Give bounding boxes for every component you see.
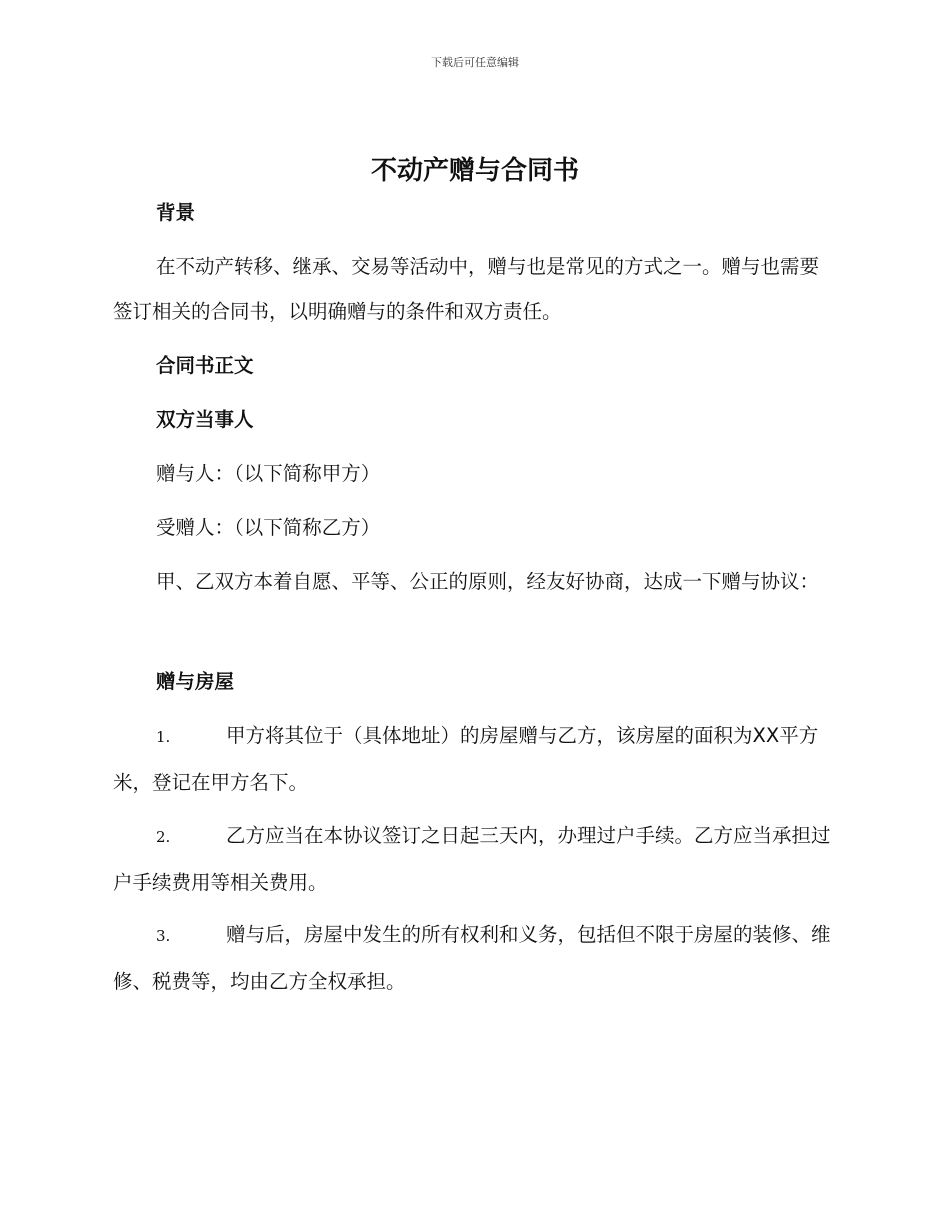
donee-line: 受赠人：（以下简称乙方） — [156, 516, 381, 539]
clause-item — [113, 813, 838, 905]
clause-item — [113, 912, 838, 1004]
agreement-paragraph: 甲、乙双方本着自愿、平等、公正的原则，经友好协商，达成一下赠与协议： — [156, 570, 820, 593]
clause-number: 3. — [156, 927, 171, 945]
clause-text: 甲方将其位于（具体地址）的房屋赠与乙方，该房屋的面积为XX平方米，登记在甲方名下。 — [113, 724, 819, 794]
clause-number: 2. — [156, 828, 171, 846]
clause-text: 乙方应当在本协议签订之日起三天内，办理过户手续。乙方应当承担过户手续费用等相关费用。 — [113, 824, 831, 894]
clause-item — [113, 713, 838, 805]
background-heading: 背景 — [156, 201, 196, 224]
contract-body-heading: 合同书正文 — [156, 354, 254, 377]
clause-number: 1. — [156, 728, 171, 746]
document-title: 不动产赠与合同书 — [370, 156, 579, 186]
gift-house-heading: 赠与房屋 — [156, 670, 235, 693]
donor-line: 赠与人：（以下简称甲方） — [156, 462, 381, 485]
page-header-note: 下载后可任意编辑 — [431, 56, 519, 69]
background-paragraph: 在不动产转移、继承、交易等活动中，赠与也是常见的方式之一。赠与也需要签订相关的合同书，以明确赠与的条件和双方责任。 — [113, 255, 820, 323]
clause-text: 赠与后，房屋中发生的所有权利和义务，包括但不限于房屋的装修、维修、税费等，均由乙方全权承担。 — [113, 923, 831, 993]
parties-heading: 双方当事人 — [156, 408, 254, 431]
